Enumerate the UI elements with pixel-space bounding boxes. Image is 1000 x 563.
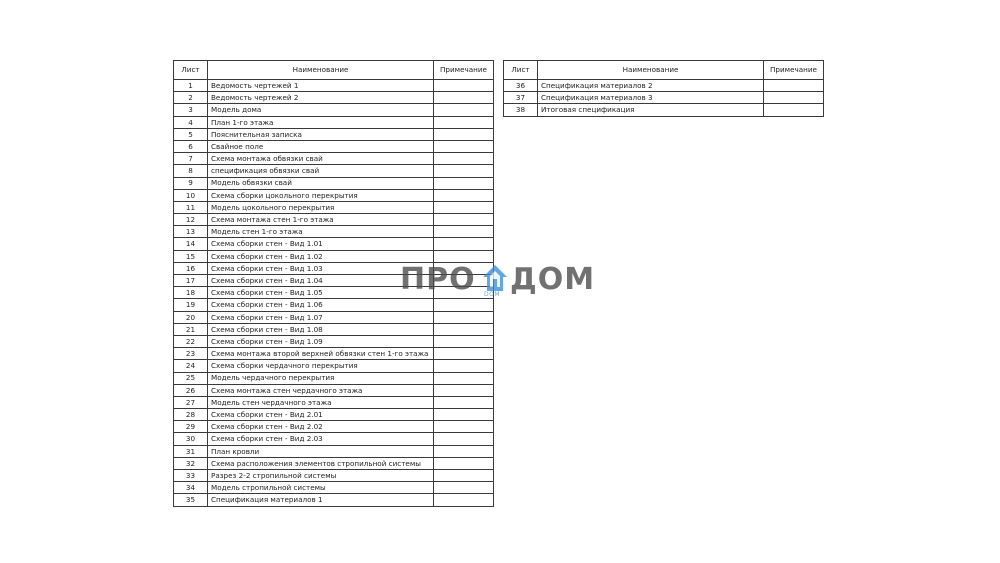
table-row	[174, 348, 494, 360]
sheet-note-cell	[434, 470, 494, 482]
sheet-name-cell: Схема расположения элементов стропильной системы	[208, 457, 434, 469]
sheet-number-cell: 35	[174, 494, 208, 506]
sheet-number-cell: 9	[174, 177, 208, 189]
table-row	[174, 201, 494, 213]
sheet-note-cell	[434, 457, 494, 469]
sheet-note-cell	[434, 311, 494, 323]
table-row	[174, 80, 494, 92]
sheet-number-cell: 34	[174, 482, 208, 494]
table-row	[174, 409, 494, 421]
sheet-name-cell: Схема сборки стен - Вид 2.01	[208, 409, 434, 421]
sheet-number-cell: 5	[174, 128, 208, 140]
table-row	[174, 384, 494, 396]
table-row	[174, 128, 494, 140]
sheet-note-cell	[434, 433, 494, 445]
sheet-number-cell: 4	[174, 116, 208, 128]
sheet-name-cell: Модель чердачного перекрытия	[208, 372, 434, 384]
table-row	[174, 153, 494, 165]
sheet-number-cell: 23	[174, 348, 208, 360]
table-row	[504, 104, 824, 116]
table-row	[174, 311, 494, 323]
sheet-name-cell: Свайное поле	[208, 140, 434, 152]
sheet-name-cell: Модель стен 1-го этажа	[208, 226, 434, 238]
sheet-note-cell	[434, 80, 494, 92]
table-row	[174, 372, 494, 384]
table-row	[174, 421, 494, 433]
sheet-number-cell: 32	[174, 457, 208, 469]
sheet-name-cell: Схема сборки стен - Вид 1.01	[208, 238, 434, 250]
sheet-note-cell	[434, 116, 494, 128]
sheet-number-cell: 27	[174, 396, 208, 408]
sheet-note-cell	[434, 104, 494, 116]
sheet-name-cell: Схема сборки стен - Вид 1.07	[208, 311, 434, 323]
sheet-note-cell	[434, 421, 494, 433]
sheet-number-cell: 36	[504, 80, 538, 92]
sheet-note-cell	[434, 226, 494, 238]
sheet-name-cell: План кровли	[208, 445, 434, 457]
sheet-name-cell: Спецификация материалов 2	[538, 80, 764, 92]
table-row	[174, 238, 494, 250]
sheet-number-cell: 24	[174, 360, 208, 372]
sheet-note-cell	[434, 360, 494, 372]
header-name: Наименование	[538, 61, 764, 80]
watermark-text-right: ДОМ	[510, 262, 596, 297]
sheet-note-cell	[434, 299, 494, 311]
table-row	[174, 360, 494, 372]
table-row	[174, 494, 494, 506]
sheet-note-cell	[434, 396, 494, 408]
sheet-note-cell	[764, 92, 824, 104]
sheet-number-cell: 3	[174, 104, 208, 116]
table-row	[174, 177, 494, 189]
table-row	[174, 116, 494, 128]
sheet-name-cell: Модель стен чердачного этажа	[208, 396, 434, 408]
table-row	[174, 226, 494, 238]
table-row	[174, 214, 494, 226]
sheet-number-cell: 6	[174, 140, 208, 152]
sheet-note-cell	[764, 80, 824, 92]
sheet-number-cell: 12	[174, 214, 208, 226]
sheet-name-cell: Спецификация материалов 3	[538, 92, 764, 104]
sheet-note-cell	[434, 445, 494, 457]
header-name: Наименование	[208, 61, 434, 80]
sheet-note-cell	[434, 482, 494, 494]
sheet-note-cell	[434, 409, 494, 421]
drawings-list-table-right	[503, 60, 824, 117]
sheet-number-cell: 16	[174, 262, 208, 274]
sheet-number-cell: 37	[504, 92, 538, 104]
sheet-note-cell	[434, 189, 494, 201]
sheet-note-cell	[434, 348, 494, 360]
sheet-note-cell	[434, 323, 494, 335]
sheet-name-cell: Схема сборки стен - Вид 1.02	[208, 250, 434, 262]
sheet-name-cell: Схема сборки цокольного перекрытия	[208, 189, 434, 201]
table-row	[174, 396, 494, 408]
header-sheet: Лист	[174, 61, 208, 80]
sheet-name-cell: Ведомость чертежей 2	[208, 92, 434, 104]
sheet-note-cell	[434, 250, 494, 262]
table-row	[174, 104, 494, 116]
table-row	[174, 323, 494, 335]
sheet-name-cell: Схема монтажа обвязки свай	[208, 153, 434, 165]
sheet-name-cell: Схема монтажа стен 1-го этажа	[208, 214, 434, 226]
sheet-number-cell: 25	[174, 372, 208, 384]
sheet-number-cell: 29	[174, 421, 208, 433]
sheet-name-cell: Схема сборки стен - Вид 2.03	[208, 433, 434, 445]
sheet-name-cell: Схема сборки стен - Вид 2.02	[208, 421, 434, 433]
sheet-name-cell: Схема сборки стен - Вид 1.05	[208, 287, 434, 299]
table-row	[174, 140, 494, 152]
sheet-note-cell	[434, 128, 494, 140]
sheet-name-cell: Спецификация материалов 1	[208, 494, 434, 506]
sheet-number-cell: 10	[174, 189, 208, 201]
table-row	[174, 433, 494, 445]
sheet-note-cell	[434, 372, 494, 384]
sheet-number-cell: 14	[174, 238, 208, 250]
sheet-number-cell: 17	[174, 275, 208, 287]
table-row	[174, 165, 494, 177]
sheet-name-cell: Ведомость чертежей 1	[208, 80, 434, 92]
sheet-note-cell	[434, 177, 494, 189]
sheet-number-cell: 11	[174, 201, 208, 213]
watermark-logo	[400, 263, 600, 299]
table-row	[174, 482, 494, 494]
sheet-note-cell	[434, 140, 494, 152]
sheet-number-cell: 38	[504, 104, 538, 116]
table-row	[174, 92, 494, 104]
sheet-note-cell	[434, 384, 494, 396]
sheet-note-cell	[434, 335, 494, 347]
sheet-name-cell: Схема монтажа стен чердачного этажа	[208, 384, 434, 396]
sheet-name-cell: Разрез 2-2 стропильной системы	[208, 470, 434, 482]
table-header-row	[174, 61, 494, 80]
watermark-subtext: DOM	[484, 291, 501, 298]
sheet-name-cell: Модель обвязки свай	[208, 177, 434, 189]
table-row	[174, 445, 494, 457]
sheet-number-cell: 8	[174, 165, 208, 177]
sheet-name-cell: Модель дома	[208, 104, 434, 116]
table-row	[174, 335, 494, 347]
sheet-note-cell	[764, 104, 824, 116]
sheet-number-cell: 30	[174, 433, 208, 445]
watermark-text-left: ПРО	[400, 262, 476, 297]
sheet-name-cell: Итоговая спецификация	[538, 104, 764, 116]
sheet-number-cell: 2	[174, 92, 208, 104]
table-row	[174, 250, 494, 262]
sheet-name-cell: спецификация обвязки свай	[208, 165, 434, 177]
table-row	[174, 299, 494, 311]
sheet-note-cell	[434, 92, 494, 104]
table-header-row	[504, 61, 824, 80]
sheet-number-cell: 26	[174, 384, 208, 396]
sheet-number-cell: 18	[174, 287, 208, 299]
sheet-number-cell: 7	[174, 153, 208, 165]
sheet-number-cell: 13	[174, 226, 208, 238]
sheet-number-cell: 19	[174, 299, 208, 311]
sheet-number-cell: 20	[174, 311, 208, 323]
sheet-note-cell	[434, 165, 494, 177]
sheet-note-cell	[434, 153, 494, 165]
table-row	[174, 189, 494, 201]
header-note: Примечание	[764, 61, 824, 80]
sheet-name-cell: Схема сборки стен - Вид 1.06	[208, 299, 434, 311]
sheet-note-cell	[434, 201, 494, 213]
sheet-number-cell: 1	[174, 80, 208, 92]
sheet-name-cell: Схема сборки стен - Вид 1.09	[208, 335, 434, 347]
sheet-name-cell: Модель стропильной системы	[208, 482, 434, 494]
table-row	[504, 80, 824, 92]
table-row	[174, 470, 494, 482]
header-sheet: Лист	[504, 61, 538, 80]
sheet-note-cell	[434, 494, 494, 506]
header-note: Примечание	[434, 61, 494, 80]
sheet-number-cell: 15	[174, 250, 208, 262]
sheet-name-cell: Схема сборки стен - Вид 1.08	[208, 323, 434, 335]
sheet-note-cell	[434, 214, 494, 226]
sheet-number-cell: 22	[174, 335, 208, 347]
sheet-name-cell: Пояснительная записка	[208, 128, 434, 140]
sheet-name-cell: Схема монтажа второй верхней обвязки стен 1-го этажа	[208, 348, 434, 360]
sheet-name-cell: Схема сборки чердачного перекрытия	[208, 360, 434, 372]
table-row	[174, 457, 494, 469]
sheet-number-cell: 21	[174, 323, 208, 335]
sheet-name-cell: Схема сборки стен - Вид 1.04	[208, 275, 434, 287]
sheet-name-cell: Схема сборки стен - Вид 1.03	[208, 262, 434, 274]
sheet-note-cell	[434, 238, 494, 250]
sheet-number-cell: 31	[174, 445, 208, 457]
sheet-number-cell: 33	[174, 470, 208, 482]
sheet-number-cell: 28	[174, 409, 208, 421]
sheet-name-cell: План 1-го этажа	[208, 116, 434, 128]
sheet-name-cell: Модель цокольного перекрытия	[208, 201, 434, 213]
house-icon	[481, 263, 509, 293]
table-row	[504, 92, 824, 104]
